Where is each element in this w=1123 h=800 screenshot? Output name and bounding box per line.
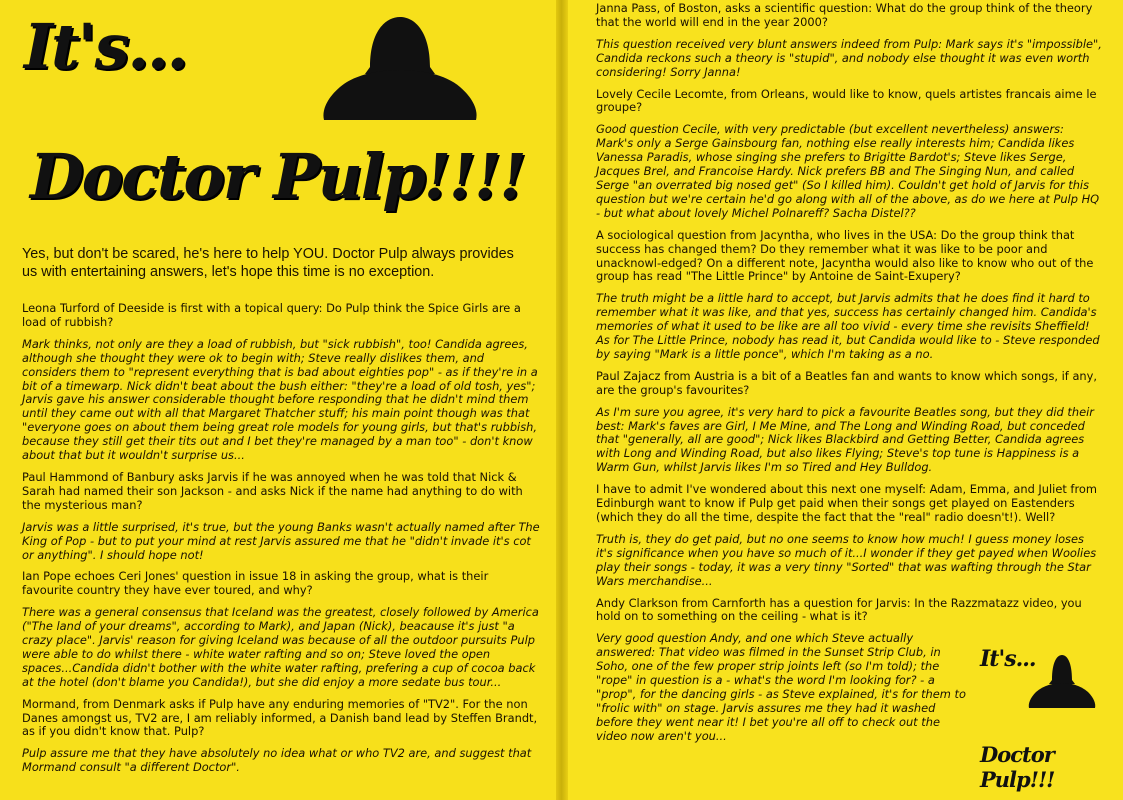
reader-question: I have to admit I've wondered about this next one myself: Adam, Emma, and Juliet from Edinburgh want to know if Pulp get paid when their songs get played on Eastenders (which they do all the time, despite the fact that the "real" radio doesn't!). Well? — [596, 482, 1097, 524]
doctor-answer: Mark thinks, not only are they a load of rubbish, but "sick rubbish", too! Candida agrees, although she thought they were ok to begin with; Steve really dislikes them, and considers them to "represent everything that is bad about eighties pop" - as if they're in a bit of a timewarp. Nick didn't beat about the bush either: "they're a load of old tosh, yes"; Jarvis gave his answer considerable thought before responding that he didn't mind them until they came out with all that Margaret Thatcher stuff; his main point though was that "everyone goes on about them being great role models for young girls, but that's rubbish, because they still get their tits out and I bet they're managed by a man too" - don't know about that but it wouldn't surprise us... — [22, 336, 538, 463]
title-its: It's... — [24, 10, 187, 83]
reader-question: Ian Pope echoes Ceri Jones' question in issue 18 in asking the group, what is their favourite country they have ever toured, and why? — [22, 569, 489, 598]
corner-title-its: It's... — [980, 646, 1036, 672]
reader-question: Janna Pass, of Boston, asks a scientific question: What do the group think of the theory that the world will end in the year 2000? — [596, 1, 1093, 29]
reader-question: Andy Clarkson from Carnforth has a question for Jarvis: In the Razzmatazz video, you hold on to something on the ceiling - what is it? — [596, 595, 1082, 624]
doctor-answer: This question received very blunt answers indeed from Pulp: Mark says it's "impossible", Candida reckons such a theory is "stupid", and nobody else thought it was even worth considering! Sorry Janna! — [596, 36, 1102, 79]
reader-question: Leona Turford of Deeside is first with a topical query: Do Pulp think the Spice Girls are a load of rubbish? — [22, 301, 521, 329]
reader-question: Paul Zajacz from Austria is a bit of a Beatles fan and wants to know which songs, if any, are the group's favourites? — [596, 368, 1098, 397]
title-doctor-pulp: Doctor Pulp!!!! — [30, 140, 525, 213]
corner-title-doctor-pulp: Doctor Pulp!!! — [980, 742, 1055, 792]
reader-question: Lovely Cecile Lecomte, from Orleans, would like to know, quels artistes francais aime le groupe? — [596, 86, 1097, 115]
doctor-answer: Good question Cecile, with very predictable (but excellent nevertheless) answers: Mark's only a Serge Gainsbourg fan, nothing else really interests him; Candida likes Vanessa Paradis, whose singing she prefers to Brigitte Bardot's; Steve likes Serge, Jacques Brel, and Francoise Hardy. Nick prefers BB and The Singing Nun, and called Serge "an overrated big nosed get" (So I killed him). Couldn't get hold of Jarvis for this question but we're certain he'd go along with all of the above, as do we here at Pulp HQ - but what about lovely Michel Polnareff? Sacha Distel?? — [596, 122, 1100, 220]
reader-question: A sociological question from Jacyntha, who lives in the USA: Do the group think that success has changed them? Do they remember what it was like to be poor and unacknowl-edged? On a different note, Jacyntha would also like to know who out of the group has read "The Little Prince" by Antoine de Saint-Exupery? — [596, 227, 1094, 284]
doctor-answer: Truth is, they do get paid, but no one seems to know how much! I guess money loses it's significance when you have so much of it...I wonder if they get payed when Woolies play their songs - today, it was a very tinny "Sorted" that was wafting through the Star Wars merchandise... — [596, 531, 1097, 588]
doctor-answer: Jarvis was a little surprised, it's true, but the young Banks wasn't actually named after The King of Pop - but to put your mind at rest Jarvis assured me that he "didn't invade it's cot or anything". I should hope not! — [22, 519, 540, 562]
doctor-answer: There was a general consensus that Iceland was the greatest, closely followed by America ("The land of your dreams", according to Mark), and Japan (Nick), beacause it's just "a crazy place". Jarvis' reason for giving Iceland was because of all the outdoor pursuits Pulp were able to do whilst there - white water rafting and so on; Steve loved the open spaces...Candida didn't bother with the white water rafting, prefering a cup of cocoa back at the hotel (don't blame you Candida!), but she did enjoy a more sedate bus tour... — [22, 605, 539, 689]
doctor-answer: The truth might be a little hard to accept, but Jarvis admits that he does find it hard to remember what it was like, and that yes, success has certainly changed him. Candida's memories of what it used to be like are all too vivid - every time she revisits Sheffield! As for The Little Prince, nobody has read it, but Candida would like to - Steve responded by saying "Mark is a little ponce", which I'm taking as a no. — [596, 291, 1100, 361]
intro-paragraph: Yes, but don't be scared, he's here to help YOU. Doctor Pulp always provides us with entertaining answers, let's hope this time is no exception. — [22, 246, 514, 280]
doctor-answer: Pulp assure me that they have absolutely no idea what or who TV2 are, and suggest that Mormand consult "a different Doctor". — [22, 746, 532, 775]
left-column — [22, 302, 540, 783]
right-column — [596, 2, 1102, 752]
darth-vader-helmet-icon — [300, 12, 500, 124]
doctor-answer: Very good question Andy, and one which Steve actually answered: That video was filmed in the Sunset Strip Club, in Soho, one of the few proper strip joints left (so I'm told); the "rope" in question is a - what's the word I'm looking for? - a "prop", for the dancing girls - as Steve explained, it's for them to "frolic with" on stage. Jarvis assures me they had it washed before they went near it! I bet you're all off to check out the video now aren't you... — [596, 631, 966, 743]
book-spine — [556, 0, 568, 800]
reader-question: Paul Hammond of Banbury asks Jarvis if he was annoyed when he was told that Nick & Sarah had named their son Jackson - and asks Nick if the name had anything to do with the mysterious man? — [22, 469, 523, 512]
darth-vader-small-icon — [1022, 652, 1102, 712]
doctor-answer: As I'm sure you agree, it's very hard to pick a favourite Beatles song, but they did their best: Mark's faves are Girl, I Me Mine, and The Long and Winding Road, but conceded that "generally, all are good"; Nick likes Blackbird and Getting Better, Candida agrees with Long and Winding Road, but also likes Flying; Steve's top tune is Happiness is a Warm Gun, whilst Jarvis likes I'm so Tired and Hey Bulldog. — [596, 404, 1094, 475]
reader-question: Mormand, from Denmark asks if Pulp have any enduring memories of "TV2". For the non Danes amongst us, TV2 are, I am reliably informed, a Danish band lead by Steffen Brandt, as if you didn't know that. Pulp? — [22, 696, 538, 739]
